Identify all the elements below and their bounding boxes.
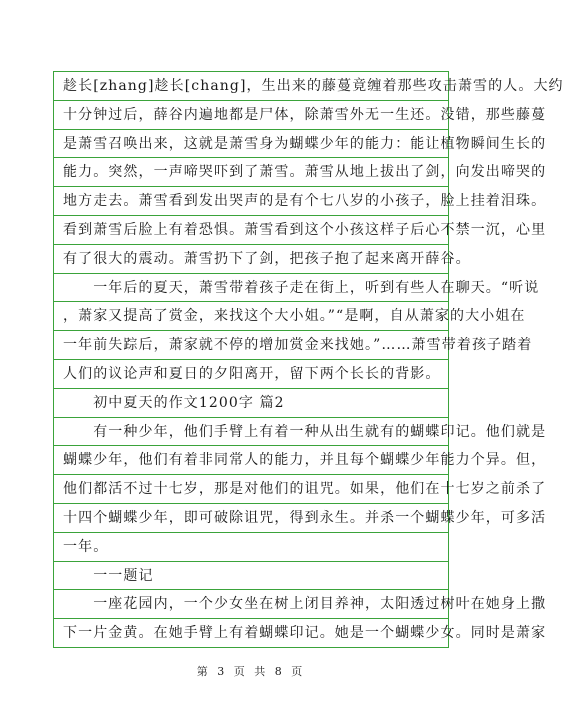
total-label: 共	[254, 665, 267, 678]
text-line: 十分钟过后，薛谷内遍地都是尸体，除萧雪外无一生还。没错，那些藤蔓	[54, 101, 448, 130]
section-title: 初中夏天的作文1200字 篇2	[54, 389, 448, 418]
text-line: 十四个蝴蝶少年，即可破除诅咒，得到永生。并杀一个蝴蝶少年，可多活	[54, 504, 448, 533]
text-line: 人们的议论声和夏日的夕阳离开，留下两个长长的背影。	[54, 360, 448, 389]
text-line: 能力。突然，一声啼哭吓到了萧雪。萧雪从地上拔出了剑，向发出啼哭的	[54, 158, 448, 187]
text-line: 地方走去。萧雪看到发出哭声的是有个七八岁的小孩子，脸上挂着泪珠。	[54, 187, 448, 216]
text-line: 趁长[zhang]趁长[chang]，生出来的藤蔓竟缠着那些攻击萧雪的人。大约	[54, 72, 448, 101]
lined-text-grid	[53, 71, 564, 648]
page-footer	[0, 663, 500, 679]
total-page-number: 8	[274, 665, 283, 678]
text-line: 他们都活不过十七岁，那是对他们的诅咒。如果，他们在十七岁之前杀了	[54, 475, 448, 504]
text-line: 有一种少年，他们手臂上有着一种从出生就有的蝴蝶印记。他们就是	[54, 418, 448, 447]
text-line: 下一片金黄。在她手臂上有着蝴蝶印记。她是一个蝴蝶少女。同时是萧家	[54, 619, 448, 648]
current-page-number: 3	[217, 665, 226, 678]
text-line: 一年。	[54, 533, 448, 562]
text-line: ，萧家又提高了赏金，来找这个大小姐。”“是啊，自从萧家的大小姐在	[54, 302, 448, 331]
text-line: 一座花园内，一个少女坐在树上闭目养神，太阳透过树叶在她身上撒	[54, 590, 448, 619]
text-line: 是萧雪召唤出来，这就是萧雪身为蝴蝶少年的能力：能让植物瞬间生长的	[54, 130, 448, 159]
page-label: 第	[196, 665, 209, 678]
text-line: 蝴蝶少年，他们有着非同常人的能力，并且每个蝴蝶少年能力个异。但，	[54, 446, 448, 475]
text-line: 有了很大的震动。萧雪扔下了剑，把孩子抱了起来离开薛谷。	[54, 245, 448, 274]
text-line: 看到萧雪后脸上有着恐惧。萧雪看到这个小孩这样子后心不禁一沉，心里	[54, 216, 448, 245]
epigraph-label: 一一题记	[54, 562, 448, 591]
text-line: 一年前失踪后，萧家就不停的增加赏金来找她。”……萧雪带着孩子踏着	[54, 331, 448, 360]
text-line: 一年后的夏天，萧雪带着孩子走在街上，听到有些人在聊天。“听说	[54, 274, 448, 303]
total-unit: 页	[291, 665, 304, 678]
page-unit: 页	[233, 665, 246, 678]
